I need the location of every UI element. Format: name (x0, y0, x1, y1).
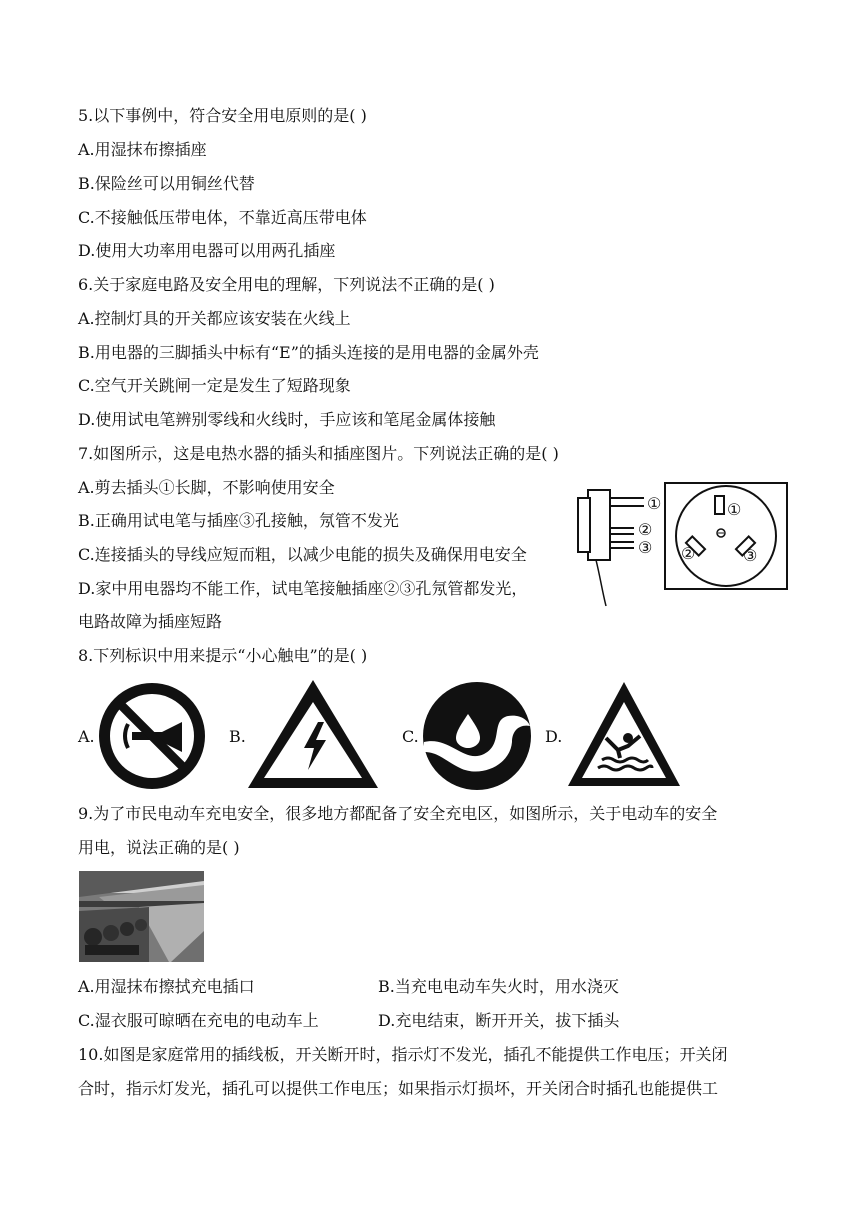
q9-stem-line2: 用电，说法正确的是( ) (78, 838, 240, 857)
q5-option-d: D.使用大功率用电器可以用两孔插座 (78, 241, 336, 260)
q7-stem: 7.如图所示，这是电热水器的插头和插座图片。下列说法正确的是( ) (78, 444, 559, 463)
q10-line2: 合时，指示灯发光，插孔可以提供工作电压；如果指示灯损坏，开关闭合时插孔也能提供工 (78, 1079, 719, 1098)
q8-option-a-label: A. (78, 727, 95, 746)
socket-label-1: ① (727, 500, 742, 519)
q9-option-c: C.湿衣服可晾晒在充电的电动车上 (78, 1011, 319, 1030)
q9-option-a: A.用湿抹布擦拭充电插口 (78, 977, 255, 996)
plug-label-3: ③ (638, 538, 653, 557)
electric-shock-warning-icon (246, 678, 380, 790)
q7-option-a: A.剪去插头①长脚，不影响使用安全 (78, 478, 335, 497)
q8-option-c-label: C. (402, 727, 419, 746)
socket-label-3: ③ (743, 546, 758, 565)
q5-option-a: A.用湿抹布擦插座 (78, 140, 207, 159)
q7-option-c: C.连接插头的导线应短而粗，以减少电能的损失及确保用电安全 (78, 545, 527, 564)
q10-line1: 10.如图是家庭常用的插线板，开关断开时，指示灯不发光，插孔不能提供工作电压；开关闭 (78, 1045, 728, 1064)
charging-station-photo (79, 871, 204, 962)
plug-label-1: ① (647, 494, 662, 513)
q6-option-a: A.控制灯具的开关都应该安装在火线上 (78, 309, 351, 328)
plug-label-2: ② (638, 520, 653, 539)
drowning-warning-icon (566, 680, 682, 790)
q6-option-b: B.用电器的三脚插头中标有“E”的插头连接的是用电器的金属外壳 (78, 343, 539, 362)
q8-option-b-label: B. (229, 727, 246, 746)
plug-figure (572, 486, 672, 610)
q6-option-c: C.空气开关跳闸一定是发生了短路现象 (78, 376, 351, 395)
q7-option-d-line2: 电路故障为插座短路 (78, 612, 223, 631)
socket-figure (664, 482, 788, 590)
q6-stem: 6.关于家庭电路及安全用电的理解，下列说法不正确的是( ) (78, 275, 495, 294)
no-horn-sign-icon (94, 680, 212, 792)
q6-option-d: D.使用试电笔辨别零线和火线时，手应该和笔尾金属体接触 (78, 410, 496, 429)
q8-option-d-label: D. (545, 727, 563, 746)
q9-option-b: B.当充电电动车失火时，用水浇灭 (378, 977, 619, 996)
q8-stem: 8.下列标识中用来提示“小心触电”的是( ) (78, 646, 368, 665)
q5-option-c: C.不接触低压带电体，不靠近高压带电体 (78, 208, 367, 227)
q7-option-d-line1: D.家中用电器均不能工作，试电笔接触插座②③孔氖管都发光， (78, 579, 528, 598)
socket-label-2: ② (681, 544, 696, 563)
q5-stem: 5.以下事例中，符合安全用电原则的是( ) (78, 106, 367, 125)
q5-option-b: B.保险丝可以用铜丝代替 (78, 174, 255, 193)
q7-option-b: B.正确用试电笔与插座③孔接触，氖管不发光 (78, 511, 399, 530)
q9-option-d: D.充电结束，断开开关，拔下插头 (378, 1011, 620, 1030)
water-saving-sign-icon (420, 680, 534, 792)
q9-stem-line1: 9.为了市民电动车充电安全，很多地方都配备了安全充电区，如图所示，关于电动车的安全 (78, 804, 718, 823)
